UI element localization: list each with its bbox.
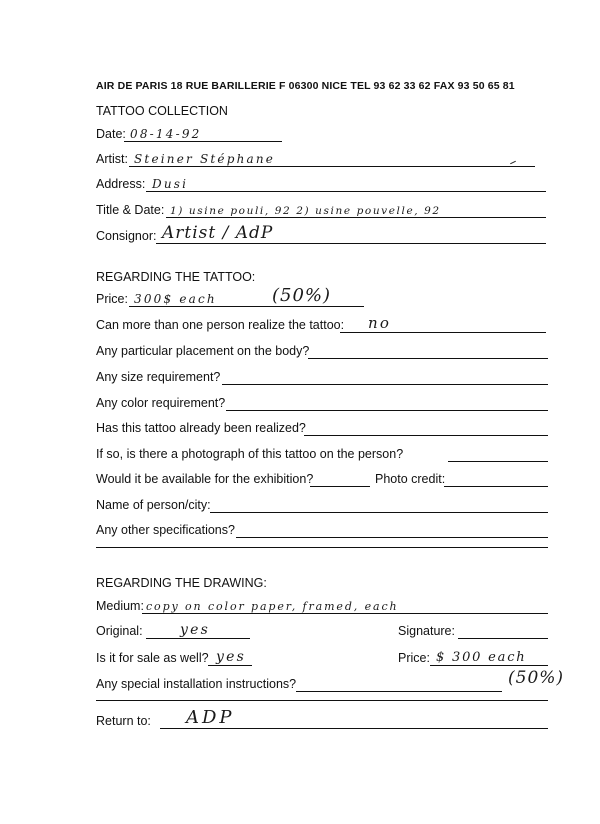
date-row: [96, 126, 296, 144]
medium-value[interactable]: copy on color paper, framed, each: [146, 600, 399, 613]
size-line: [222, 384, 548, 385]
drawing-price-line: [430, 665, 548, 666]
drawing-price-note: (50%): [508, 668, 565, 688]
realized-row: [96, 420, 548, 438]
available-label: Would it be available for the exhibition?: [96, 472, 314, 486]
more-than-one-row: [96, 314, 548, 335]
title-date-row: [96, 202, 546, 220]
photograph-label: If so, is there a photograph of this tattoo on the person?: [96, 447, 404, 461]
artist-line: [129, 166, 535, 167]
consignor-line: [156, 243, 546, 244]
letterhead: AIR DE PARIS 18 RUE BARILLERIE F 06300 NICE TEL 93 62 33 62 FAX 93 50 65 81: [96, 80, 515, 92]
other-specs-row: [96, 522, 548, 540]
photo-credit-label: Photo credit:: [375, 472, 446, 486]
consignor-value[interactable]: Artist / AdP: [162, 223, 274, 243]
signature-line: [458, 638, 548, 639]
color-row: [96, 395, 548, 413]
date-line: [124, 141, 282, 142]
person-city-label: Name of person/city:: [96, 498, 211, 512]
return-to-value[interactable]: ADP: [186, 707, 235, 728]
installation-label: Any special installation instructions?: [96, 677, 297, 691]
for-sale-value[interactable]: yes: [216, 649, 246, 665]
title-date-label: Title & Date:: [96, 203, 165, 217]
consignor-label: Consignor:: [96, 229, 157, 243]
drawing-section-heading: REGARDING THE DRAWING:: [96, 576, 267, 590]
for-sale-line: [208, 665, 252, 666]
size-row: [96, 369, 548, 387]
form-title: TATTOO COLLECTION: [96, 104, 228, 118]
drawing-price-value[interactable]: $ 300 each: [436, 650, 527, 665]
tattoo-section-heading: REGARDING THE TATTOO:: [96, 270, 256, 284]
tattoo-price-label: Price:: [96, 292, 128, 306]
date-value[interactable]: 08-14-92: [130, 127, 202, 141]
other-specs-label: Any other specifications?: [96, 523, 235, 537]
other-specs-line: [236, 537, 548, 538]
for-sale-label: Is it for sale as well?: [96, 651, 209, 665]
return-to-line: [160, 728, 548, 729]
realized-line: [304, 435, 548, 436]
artist-label: Artist:: [96, 152, 128, 166]
more-than-one-line: [340, 332, 546, 333]
photo-credit-line: [444, 486, 548, 487]
for-sale-row: [96, 650, 548, 668]
original-line: [146, 638, 250, 639]
original-row: [96, 623, 548, 641]
other-specs-extra-line: [96, 547, 548, 548]
more-than-one-value[interactable]: no: [368, 314, 392, 332]
size-label: Any size requirement?: [96, 370, 221, 384]
original-value[interactable]: yes: [180, 622, 210, 638]
photograph-line: [448, 461, 548, 462]
photograph-row: [96, 446, 548, 464]
tattoo-price-note: (50%): [272, 285, 332, 306]
medium-line: [142, 613, 548, 614]
date-label: Date:: [96, 127, 126, 141]
realized-label: Has this tattoo already been realized?: [96, 421, 306, 435]
available-line: [310, 486, 370, 487]
medium-label: Medium:: [96, 599, 144, 613]
signature-label: Signature:: [398, 624, 455, 638]
title-date-line: [166, 217, 546, 218]
title-date-value[interactable]: 1) usine pouli, 92 2) usine pouvelle, 92: [170, 205, 441, 217]
address-label: Address:: [96, 177, 146, 191]
color-label: Any color requirement?: [96, 396, 226, 410]
drawing-price-label: Price:: [398, 651, 430, 665]
address-value[interactable]: Dusi: [152, 177, 189, 191]
installation-line: [296, 691, 502, 692]
consignor-row: [96, 223, 546, 246]
person-city-line: [210, 512, 548, 513]
address-line: [146, 191, 546, 192]
return-to-row: [96, 707, 548, 731]
tattoo-price-line: [129, 306, 364, 307]
placement-line: [308, 358, 548, 359]
more-than-one-label: Can more than one person realize the tattoo:: [96, 318, 345, 332]
color-line: [226, 410, 548, 411]
medium-row: [96, 598, 548, 616]
installation-extra-line: [96, 700, 548, 701]
return-to-label: Return to:: [96, 714, 151, 728]
original-label: Original:: [96, 624, 143, 638]
placement-row: [96, 343, 548, 361]
artist-value[interactable]: Steiner Stéphane: [134, 152, 276, 166]
address-row: [96, 176, 546, 194]
tattoo-price-row: [96, 285, 546, 309]
person-city-row: [96, 497, 548, 515]
tattoo-price-value[interactable]: 300$ each: [134, 292, 217, 306]
installation-row: [96, 676, 548, 694]
available-row: [96, 471, 548, 489]
artist-row: [96, 151, 536, 169]
placement-label: Any particular placement on the body?: [96, 344, 310, 358]
